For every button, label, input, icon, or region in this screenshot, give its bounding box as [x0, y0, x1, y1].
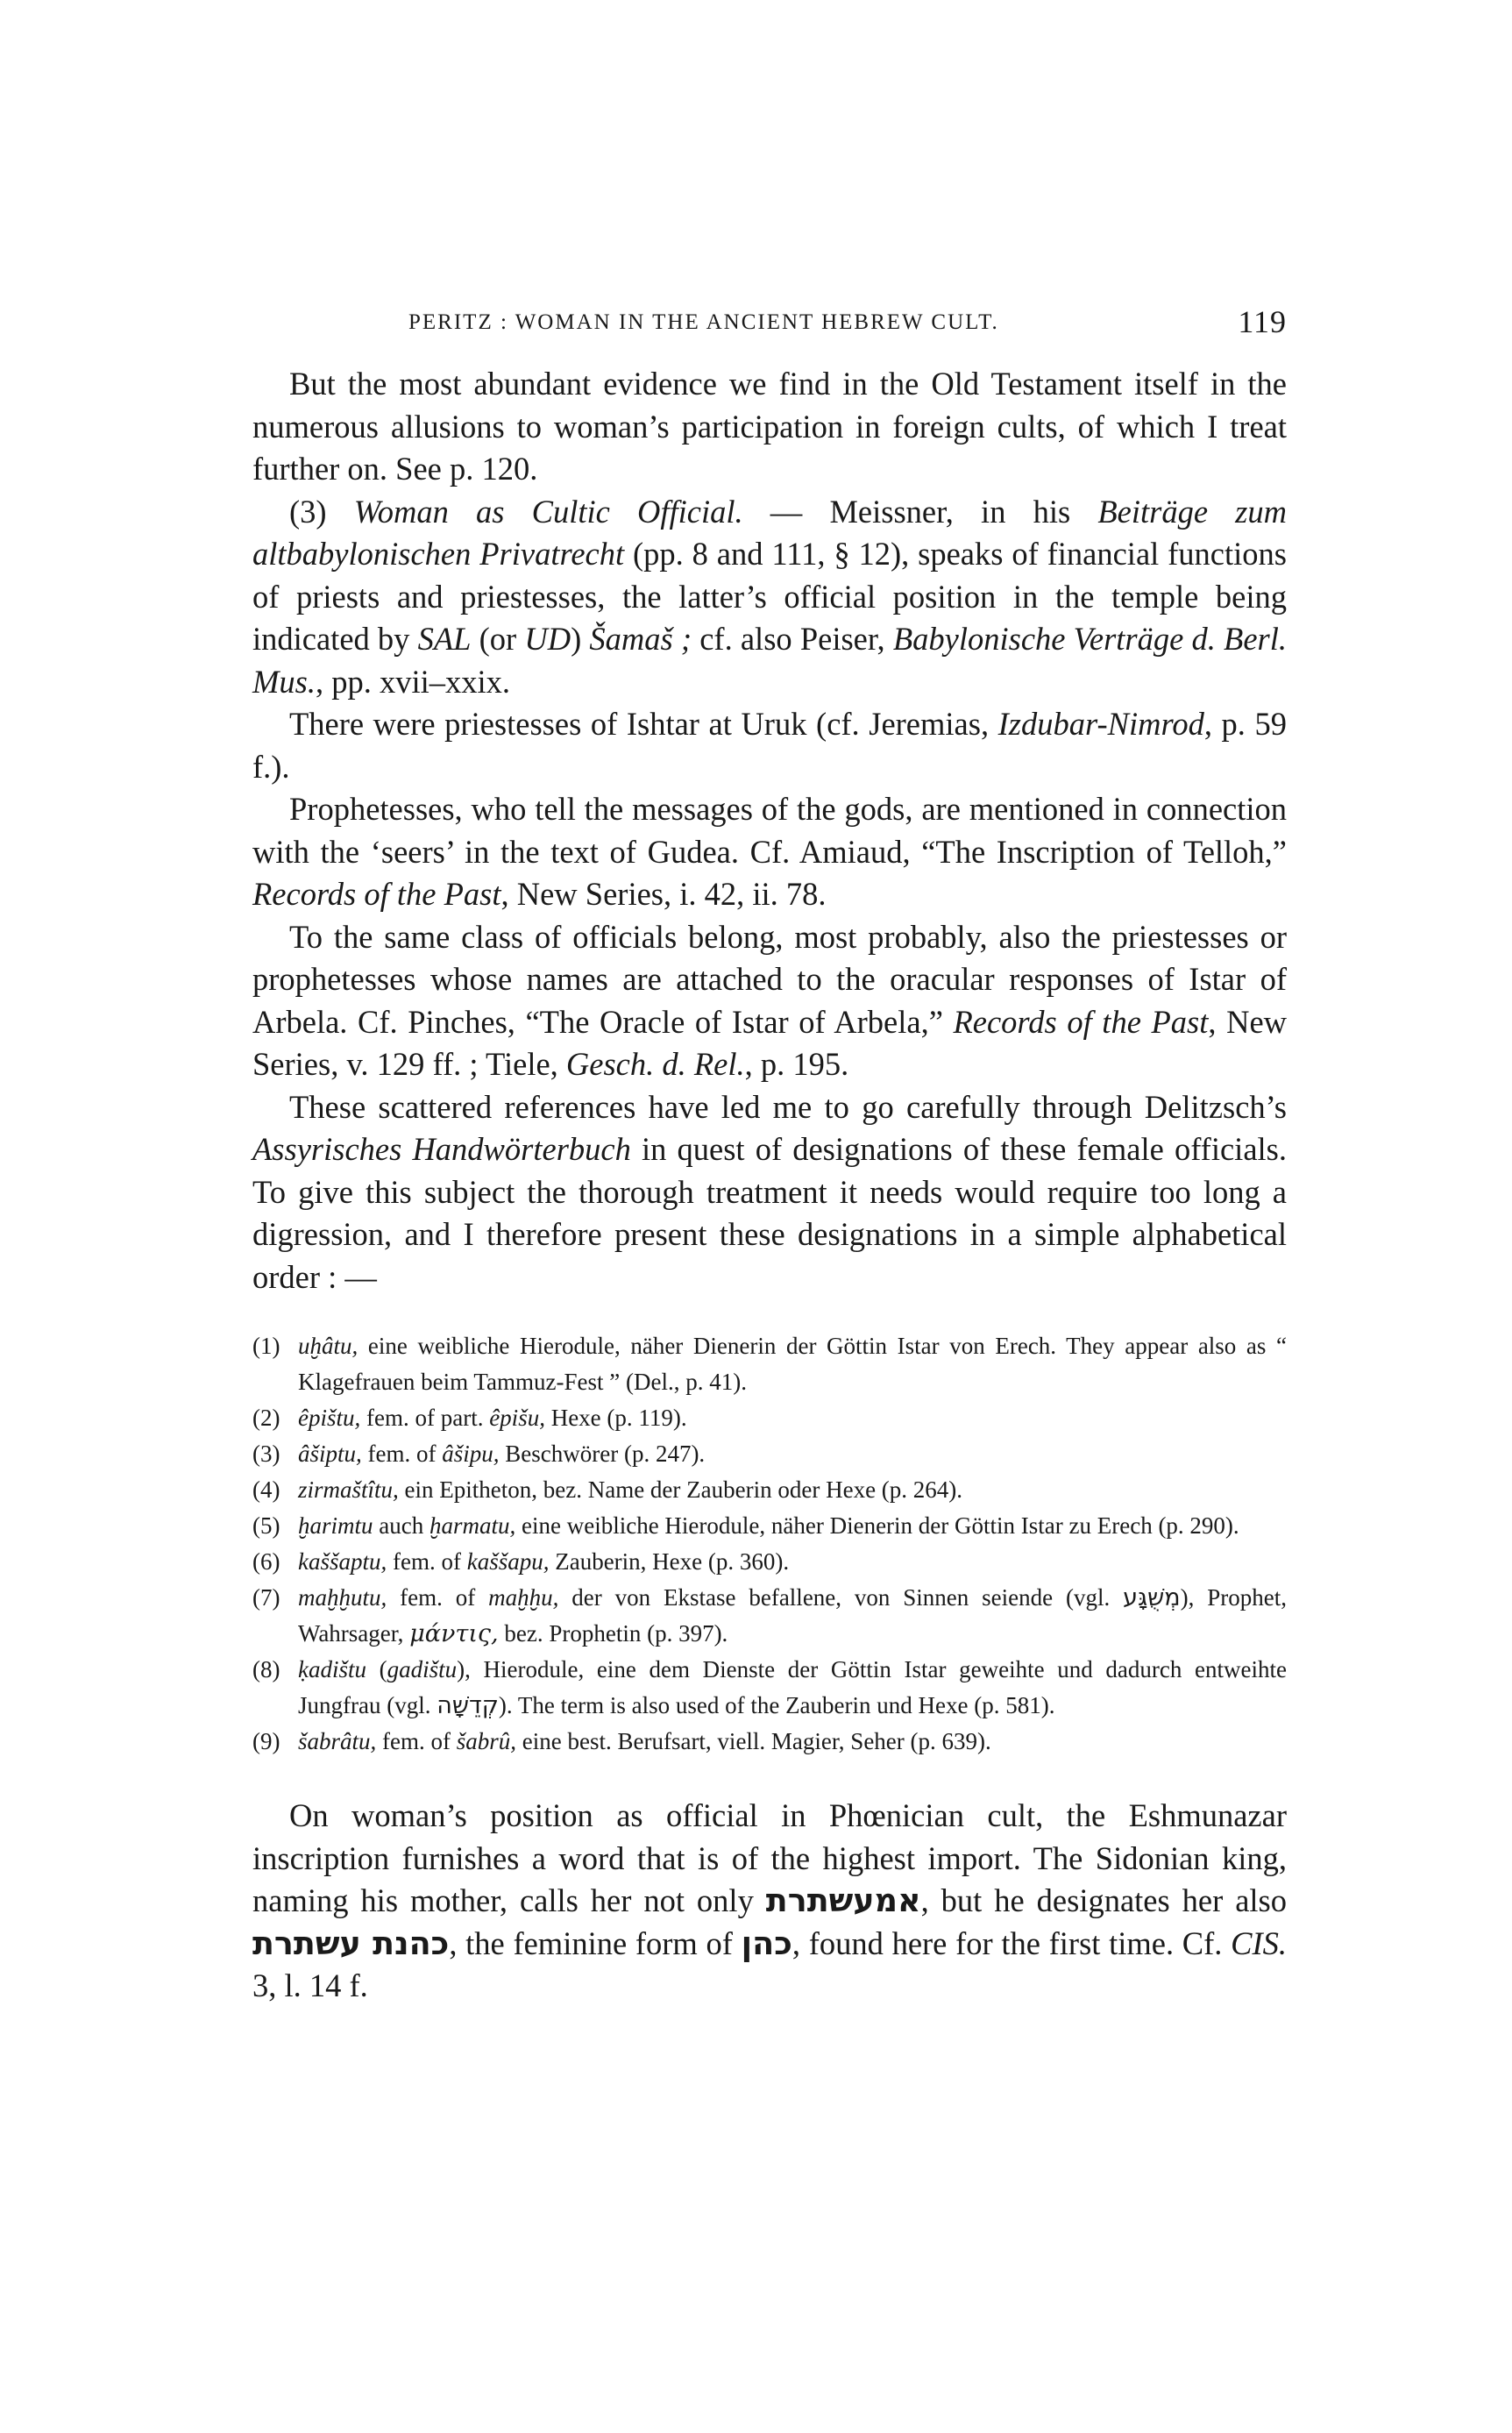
greek-word: μάντις, [409, 1620, 499, 1647]
term: UD [524, 621, 571, 657]
paragraph-3 [252, 703, 1287, 788]
running-head [252, 303, 1287, 347]
text-run: On woman’s position as official in Phœnician cult, the Eshmunazar inscription furnishes a word that is of the highest import. The Sidonian king, naming his mother, calls her not only [252, 1797, 1287, 1918]
paragraph-6 [252, 1086, 1287, 1299]
term: uḫâtu, [298, 1333, 358, 1359]
list-item-number: (2) [252, 1405, 280, 1431]
paragraph-7 [252, 1795, 1287, 2008]
text-run: bez. Prophetin (p. 397). [498, 1620, 728, 1647]
text-run: fem. of part. [360, 1405, 490, 1431]
list-item [252, 1652, 1287, 1724]
text-run: , p. 195. [744, 1046, 849, 1082]
term: ḫarimtu [298, 1512, 373, 1539]
hebrew-word: מְשֻׁגָּע [1123, 1584, 1181, 1611]
list-item-number: (8) [252, 1656, 280, 1682]
paragraph-4 [252, 788, 1287, 916]
term: zirmaštîtu, [298, 1476, 399, 1503]
paragraph-1 [252, 363, 1287, 491]
text-run: , New Series, v. 129 ff. ; Tiele, [252, 1003, 1288, 1082]
term: kaššaptu, [298, 1548, 387, 1575]
list-item [252, 1544, 1287, 1580]
citation-title: Records of the Past [252, 876, 501, 912]
list-item-number: (3) [252, 1441, 280, 1467]
text-run: , the feminine form of [449, 1924, 742, 1961]
text-run: in quest of designations of these female officials. To give this subject the thorough treatment it needs would require too long a digression, and I therefore present these designations in a simple alphabetical order : — [252, 1131, 1287, 1295]
list-item [252, 1580, 1287, 1652]
text-run: Hexe (p. 119). [544, 1405, 687, 1431]
term: šabrâtu, [298, 1728, 377, 1754]
text-run: , but he designates her also [920, 1882, 1287, 1918]
text-run: There were priestesses of Ishtar at Uruk (cf. Jeremias, [289, 706, 998, 742]
list-item-text [298, 1724, 1287, 1760]
text-run: fem. of [361, 1441, 443, 1467]
citation-title: Beiträge zum altbabylonischen Privatrecht [252, 493, 1287, 572]
text-run: These scattered references have led me to go carefully through Delitzsch’s [289, 1088, 1287, 1125]
text-run: fem. of [376, 1728, 457, 1754]
citation-title: Records of the Past [953, 1003, 1209, 1040]
spacer [252, 1760, 1287, 1795]
text-run: , New Series, i. 42, ii. 78. [500, 876, 827, 912]
citation-title: Babylonische Verträge d. Berl. Mus. [252, 621, 1288, 700]
hebrew-word: אמעשתרת [765, 1882, 921, 1919]
list-item-text [298, 1328, 1287, 1400]
text-run: 3, l. 14 f. [252, 1967, 368, 2003]
designation-list [252, 1328, 1287, 1760]
term: êpištu, [298, 1405, 361, 1431]
list-item-number: (9) [252, 1728, 280, 1754]
text-run: auch [373, 1512, 429, 1539]
list-item-text [298, 1400, 1287, 1436]
text-run: To the same class of officials belong, most probably, also the priestesses or prophetesses whose names are attached to the oracular responses of Istar of Arbela. Cf. Pinches, “The Oracle of Istar of Arbela,” [252, 918, 1287, 1040]
list-item-number: (6) [252, 1548, 280, 1575]
list-item-text [298, 1580, 1287, 1652]
paragraph-text: But the most abundant evidence we find in the Old Testament itself in the numerous allusions to woman’s participation in foreign cults, of which I treat further on. See p. 120. [252, 366, 1287, 487]
page-number: 119 [1238, 304, 1287, 339]
list-item-number: (5) [252, 1512, 280, 1539]
page [252, 303, 1287, 2008]
text-run: (or [471, 621, 525, 657]
text-run: (pp. 8 and 111, § 12), speaks of financial functions of priests and priestesses, the latter’s official position in the temple being indicated by [252, 536, 1287, 657]
term: âšipu, [442, 1441, 500, 1467]
running-title: PERITZ : WOMAN IN THE ANCIENT HEBREW CULT. [408, 310, 999, 334]
term: SAL [417, 621, 472, 657]
text-run: ). The term is also used of the Zauberin und Hexe (p. 581). [498, 1692, 1055, 1718]
list-item-number: (4) [252, 1476, 280, 1503]
text-run: eine best. Berufsart, viell. Magier, Seher (p. 639). [516, 1728, 991, 1754]
list-item [252, 1508, 1287, 1544]
section-heading: Woman as Cultic Official. [353, 493, 743, 530]
list-item [252, 1400, 1287, 1436]
list-item-text [298, 1544, 1287, 1580]
citation-title: CIS. [1231, 1924, 1287, 1961]
text-run: fem. of [387, 1548, 467, 1575]
text-run: der von Ekstase befallene, von Sinnen seiende (vgl. [558, 1584, 1124, 1611]
text-run: fem. of [387, 1584, 489, 1611]
list-item [252, 1436, 1287, 1472]
text-run: , pp. xvii–xxix. [315, 663, 511, 700]
text-run: cf. also Peiser, [692, 621, 893, 657]
hebrew-word: כהן [741, 1924, 792, 1962]
term: ḫarmatu, [429, 1512, 516, 1539]
term: âšiptu, [298, 1441, 362, 1467]
paragraph-2 [252, 491, 1287, 704]
text-run: eine weibliche Hierodule, näher Dienerin der Göttin Istar zu Erech (p. 290). [515, 1512, 1239, 1539]
term: gadištu [387, 1656, 458, 1682]
term: Šamaš ; [589, 621, 692, 657]
term: maḫḫutu, [298, 1584, 387, 1611]
text-run: ein Epitheton, bez. Name der Zauberin oder Hexe (p. 264). [398, 1476, 963, 1503]
text-run: ), Hierodule, eine dem Dienste der Göttin Istar geweihte und dadurch entweihte Jungfrau (vgl. [298, 1656, 1287, 1718]
list-item [252, 1472, 1287, 1508]
term: kaššapu, [466, 1548, 550, 1575]
citation-title: Gesch. d. Rel. [565, 1046, 745, 1082]
text-run: Prophetesses, who tell the messages of the gods, are mentioned in connection with the ‘seers’ in the text of Gudea. Cf. Amiaud, “The Inscription of Telloh,” [252, 791, 1287, 870]
hebrew-word: קְדֵשָׁה [437, 1692, 499, 1719]
citation-title: Assyrisches Handwörterbuch [252, 1131, 631, 1167]
text-run: Beschwörer (p. 247). [499, 1441, 706, 1467]
list-item-number: (1) [252, 1333, 280, 1359]
text-run: ( [366, 1656, 387, 1682]
term: ḳadištu [298, 1656, 366, 1682]
list-item-text [298, 1436, 1287, 1472]
citation-title: Izdubar-Nimrod [997, 706, 1204, 742]
text-run: eine weibliche Hierodule, näher Dienerin der Göttin Istar von Erech. They appear also as “ Klagefrauen beim Tammuz-Fest ” (Del., p. 41). [298, 1333, 1287, 1395]
text-run: Zauberin, Hexe (p. 360). [549, 1548, 790, 1575]
term: êpišu, [489, 1405, 545, 1431]
text-run: ) [571, 621, 590, 657]
list-item-number: (7) [252, 1584, 280, 1611]
text-run: ), Prophet, Wahrsager, [298, 1584, 1288, 1647]
text-run: (3) [289, 493, 354, 530]
list-item [252, 1724, 1287, 1760]
term: maḫḫu, [488, 1584, 559, 1611]
term: šabrû, [456, 1728, 517, 1754]
list-item-text [298, 1472, 1287, 1508]
paragraph-5 [252, 916, 1287, 1086]
list-item-text [298, 1652, 1287, 1724]
hebrew-word: כהנת עשתרת [252, 1924, 450, 1962]
list-item [252, 1328, 1287, 1400]
text-run: , p. 59 f.). [252, 706, 1287, 785]
text-run: , found here for the first time. Cf. [791, 1924, 1232, 1961]
text-run: — Meissner, in his [742, 493, 1098, 530]
list-item-text [298, 1508, 1287, 1544]
